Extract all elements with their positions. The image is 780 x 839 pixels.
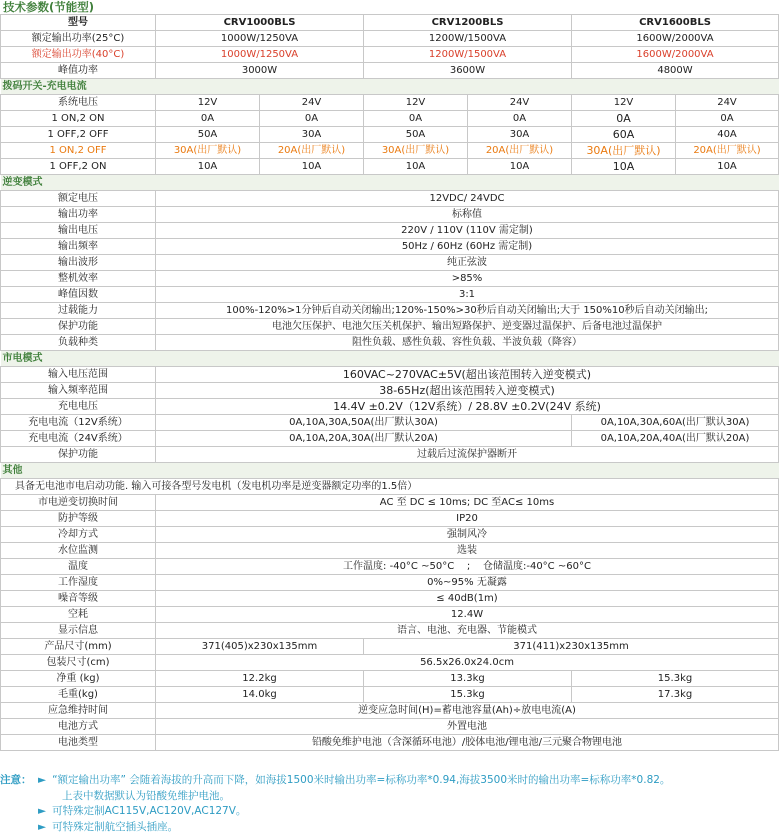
cell-value: 1000W/1250VA [156, 47, 364, 63]
table-row [1, 271, 779, 287]
cell-value: ≤ 40dB(1m) [156, 591, 779, 607]
row-label: 系统电压 [1, 95, 156, 111]
cell-value: 0A,10A,20A,40A(出厂默认20A) [572, 431, 779, 447]
table-row [1, 31, 779, 47]
model-name: CRV1600BLS [572, 15, 779, 31]
row-label: 1 ON,2 OFF [1, 143, 156, 159]
row-label: 净重 (kg) [1, 671, 156, 687]
row-label: 1 OFF,2 OFF [1, 127, 156, 143]
section-title: 逆变模式 [1, 175, 779, 191]
cell-value: 24V [260, 95, 364, 111]
cell-value: 20A(出厂默认) [468, 143, 572, 159]
table-row [1, 431, 779, 447]
table-row [1, 255, 779, 271]
table-row [1, 511, 779, 527]
cell-value: 0%~95% 无凝露 [156, 575, 779, 591]
cell-value: 0A [156, 111, 260, 127]
row-label: 冷却方式 [1, 527, 156, 543]
table-row [1, 143, 779, 159]
row-label: 毛重(kg) [1, 687, 156, 703]
cell-value: 24V [468, 95, 572, 111]
table-row [1, 335, 779, 351]
note-item [0, 773, 780, 789]
cell-value: 30A [468, 127, 572, 143]
table-row [1, 559, 779, 575]
section-row [1, 463, 779, 479]
row-label: 整机效率 [1, 271, 156, 287]
cell-value: 12V [156, 95, 260, 111]
row-label: 防护等级 [1, 511, 156, 527]
cell-value: 38-65Hz(超出该范围转入逆变模式) [156, 383, 779, 399]
row-label: 水位监测 [1, 543, 156, 559]
cell-value: 13.3kg [364, 671, 572, 687]
row-label: 额定输出功率(40°C) [1, 47, 156, 63]
table-row [1, 607, 779, 623]
table-row [1, 495, 779, 511]
table-row [1, 207, 779, 223]
table-row [1, 127, 779, 143]
row-label: 充电电流（24V系统） [1, 431, 156, 447]
table-row [1, 303, 779, 319]
row-label: 输出电压 [1, 223, 156, 239]
row-label: 峰值功率 [1, 63, 156, 79]
cell-value: 15.3kg [572, 671, 779, 687]
row-label: 保护功能 [1, 447, 156, 463]
cell-value: 50A [364, 127, 468, 143]
table-row [1, 735, 779, 751]
cell-value: 0A [364, 111, 468, 127]
cell-value: 标称值 [156, 207, 779, 223]
note-text: 上表中数据默认为铅酸免维护电池。 [62, 789, 230, 802]
note-item [0, 820, 780, 836]
row-label: 工作湿度 [1, 575, 156, 591]
cell-value: 3:1 [156, 287, 779, 303]
table-row [1, 367, 779, 383]
cell-value: >85% [156, 271, 779, 287]
table-row [1, 447, 779, 463]
cell-value: 1000W/1250VA [156, 31, 364, 47]
notes-block [0, 773, 780, 835]
cell-value: 10A [364, 159, 468, 175]
cell-value: 12.2kg [156, 671, 364, 687]
cell-value: 10A [676, 159, 779, 175]
cell-value: 30A [260, 127, 364, 143]
arrow-right-icon: ► [38, 774, 47, 786]
table-row [1, 719, 779, 735]
cell-value: 20A(出厂默认) [676, 143, 779, 159]
row-label: 应急维持时间 [1, 703, 156, 719]
cell-value: 语言、电池、充电器、节能模式 [156, 623, 779, 639]
table-row [1, 479, 779, 495]
row-label: 1 OFF,2 ON [1, 159, 156, 175]
note-text: 可特殊定制航空插头插座。 [52, 820, 179, 833]
spec-table [0, 14, 779, 751]
cell-value: 56.5x26.0x24.0cm [156, 655, 779, 671]
row-label: 输入频率范围 [1, 383, 156, 399]
cell-value: 10A [572, 159, 676, 175]
cell-value: 1600W/2000VA [572, 47, 779, 63]
cell-value: 0A,10A,30A,60A(出厂默认30A) [572, 415, 779, 431]
row-label: 过载能力 [1, 303, 156, 319]
cell-value: 17.3kg [572, 687, 779, 703]
row-label: 负载种类 [1, 335, 156, 351]
table-row [1, 287, 779, 303]
cell-value: 4800W [572, 63, 779, 79]
table-row [1, 687, 779, 703]
table-row [1, 191, 779, 207]
row-label: 包装尺寸(cm) [1, 655, 156, 671]
cell-value: 40A [676, 127, 779, 143]
table-row [1, 399, 779, 415]
cell-value: 10A [468, 159, 572, 175]
cell-value: 逆变应急时间(H)=蓄电池容量(Ah)÷放电电流(A) [156, 703, 779, 719]
table-row [1, 223, 779, 239]
section-title: 拨码开关-充电电流 [1, 79, 779, 95]
cell-value: 强制风冷 [156, 527, 779, 543]
cell-value: 30A(出厂默认) [572, 143, 676, 159]
cell-value: 50Hz / 60Hz (60Hz 需定制) [156, 239, 779, 255]
table-row [1, 543, 779, 559]
cell-value: 60A [572, 127, 676, 143]
row-label: 噪音等级 [1, 591, 156, 607]
table-row [1, 383, 779, 399]
table-row [1, 159, 779, 175]
row-label: 空耗 [1, 607, 156, 623]
row-label: 产品尺寸(mm) [1, 639, 156, 655]
table-row [1, 575, 779, 591]
cell-value: 371(405)x230x135mm [156, 639, 364, 655]
cell-value: 3600W [364, 63, 572, 79]
page-title: 技术参数(节能型) [3, 0, 95, 14]
row-label: 电池方式 [1, 719, 156, 735]
table-row [1, 671, 779, 687]
section-title: 其他 [1, 463, 779, 479]
cell-value: 14.0kg [156, 687, 364, 703]
row-label: 显示信息 [1, 623, 156, 639]
row-label: 额定电压 [1, 191, 156, 207]
row-label: 保护功能 [1, 319, 156, 335]
cell-value: 0A,10A,30A,50A(出厂默认30A) [156, 415, 572, 431]
table-row [1, 527, 779, 543]
cell-value: 3000W [156, 63, 364, 79]
model-name: CRV1000BLS [156, 15, 364, 31]
note-text: “额定输出功率” 会随着海拔的升高而下降，如海拔1500米时输出功率=标称功率*0.94,海拔3500米时的输出功率=标称功率*0.82。 [52, 774, 671, 786]
row-label: 电池类型 [1, 735, 156, 751]
cell-value: 阻性负载、感性负载、容性负载、半波负载（降容） [156, 335, 779, 351]
section-row [1, 175, 779, 191]
row-label: 输出功率 [1, 207, 156, 223]
row-label: 市电逆变切换时间 [1, 495, 156, 511]
row-label: 型号 [1, 15, 156, 31]
table-row [1, 47, 779, 63]
table-row [1, 415, 779, 431]
cell-value: 0A [260, 111, 364, 127]
table-row [1, 95, 779, 111]
note-item [0, 804, 780, 820]
feature-note: 具备无电池市电启动功能. 输入可接各型号发电机（发电机功率是逆变器额定功率的1.5倍） [1, 479, 779, 495]
cell-value: 10A [260, 159, 364, 175]
cell-value: 10A [156, 159, 260, 175]
row-label: 额定输出功率(25°C) [1, 31, 156, 47]
cell-value: 过载后过流保护器断开 [156, 447, 779, 463]
cell-value: 12V [572, 95, 676, 111]
table-row [1, 639, 779, 655]
section-row [1, 79, 779, 95]
row-label: 充电电流（12V系统） [1, 415, 156, 431]
cell-value: 铅酸免维护电池（含深循环电池）/胶体电池/锂电池/三元聚合物锂电池 [156, 735, 779, 751]
cell-value: 选装 [156, 543, 779, 559]
row-label: 输出频率 [1, 239, 156, 255]
cell-value: 15.3kg [364, 687, 572, 703]
cell-value: IP20 [156, 511, 779, 527]
table-row [1, 319, 779, 335]
row-label: 温度 [1, 559, 156, 575]
cell-value: 30A(出厂默认) [364, 143, 468, 159]
cell-value: 1200W/1500VA [364, 47, 572, 63]
cell-value: 工作温度: -40°C ~50°C ; 仓储温度:-40°C ~60°C [156, 559, 779, 575]
table-header-row [1, 15, 779, 31]
cell-value: 371(411)x230x135mm [364, 639, 779, 655]
cell-value: 50A [156, 127, 260, 143]
cell-value: 0A,10A,20A,30A(出厂默认20A) [156, 431, 572, 447]
cell-value: 20A(出厂默认) [260, 143, 364, 159]
row-label: 1 ON,2 ON [1, 111, 156, 127]
section-title: 市电模式 [1, 351, 779, 367]
cell-value: 电池欠压保护、电池欠压关机保护、输出短路保护、逆变器过温保护、后备电池过温保护 [156, 319, 779, 335]
cell-value: 220V / 110V (110V 需定制) [156, 223, 779, 239]
cell-value: 24V [676, 95, 779, 111]
cell-value: 0A [572, 111, 676, 127]
table-row [1, 703, 779, 719]
model-name: CRV1200BLS [364, 15, 572, 31]
arrow-right-icon: ► [38, 805, 47, 817]
cell-value: 12V [364, 95, 468, 111]
row-label: 充电电压 [1, 399, 156, 415]
notes-heading: 注意： [0, 774, 32, 786]
cell-value: 14.4V ±0.2V（12V系统）/ 28.8V ±0.2V(24V 系统) [156, 399, 779, 415]
cell-value: 纯正弦波 [156, 255, 779, 271]
cell-value: 1600W/2000VA [572, 31, 779, 47]
row-label: 输入电压范围 [1, 367, 156, 383]
cell-value: 12.4W [156, 607, 779, 623]
cell-value: 12VDC/ 24VDC [156, 191, 779, 207]
table-row [1, 655, 779, 671]
cell-value: 1200W/1500VA [364, 31, 572, 47]
row-label: 峰值因数 [1, 287, 156, 303]
table-row [1, 239, 779, 255]
cell-value: 0A [468, 111, 572, 127]
cell-value: 0A [676, 111, 779, 127]
note-text: 可特殊定制AC115V,AC120V,AC127V。 [52, 805, 247, 817]
cell-value: 外置电池 [156, 719, 779, 735]
cell-value: 30A(出厂默认) [156, 143, 260, 159]
arrow-right-icon: ► [38, 820, 47, 833]
cell-value: 100%-120%>1分钟后自动关闭输出;120%-150%>30秒后自动关闭输出;大于 150%10秒后自动关闭输出; [156, 303, 779, 319]
table-row [1, 111, 779, 127]
table-row [1, 591, 779, 607]
table-row [1, 63, 779, 79]
section-row [1, 351, 779, 367]
cell-value: AC 至 DC ≤ 10ms; DC 至AC≤ 10ms [156, 495, 779, 511]
row-label: 输出波形 [1, 255, 156, 271]
cell-value: 160VAC~270VAC±5V(超出该范围转入逆变模式) [156, 367, 779, 383]
table-row [1, 623, 779, 639]
